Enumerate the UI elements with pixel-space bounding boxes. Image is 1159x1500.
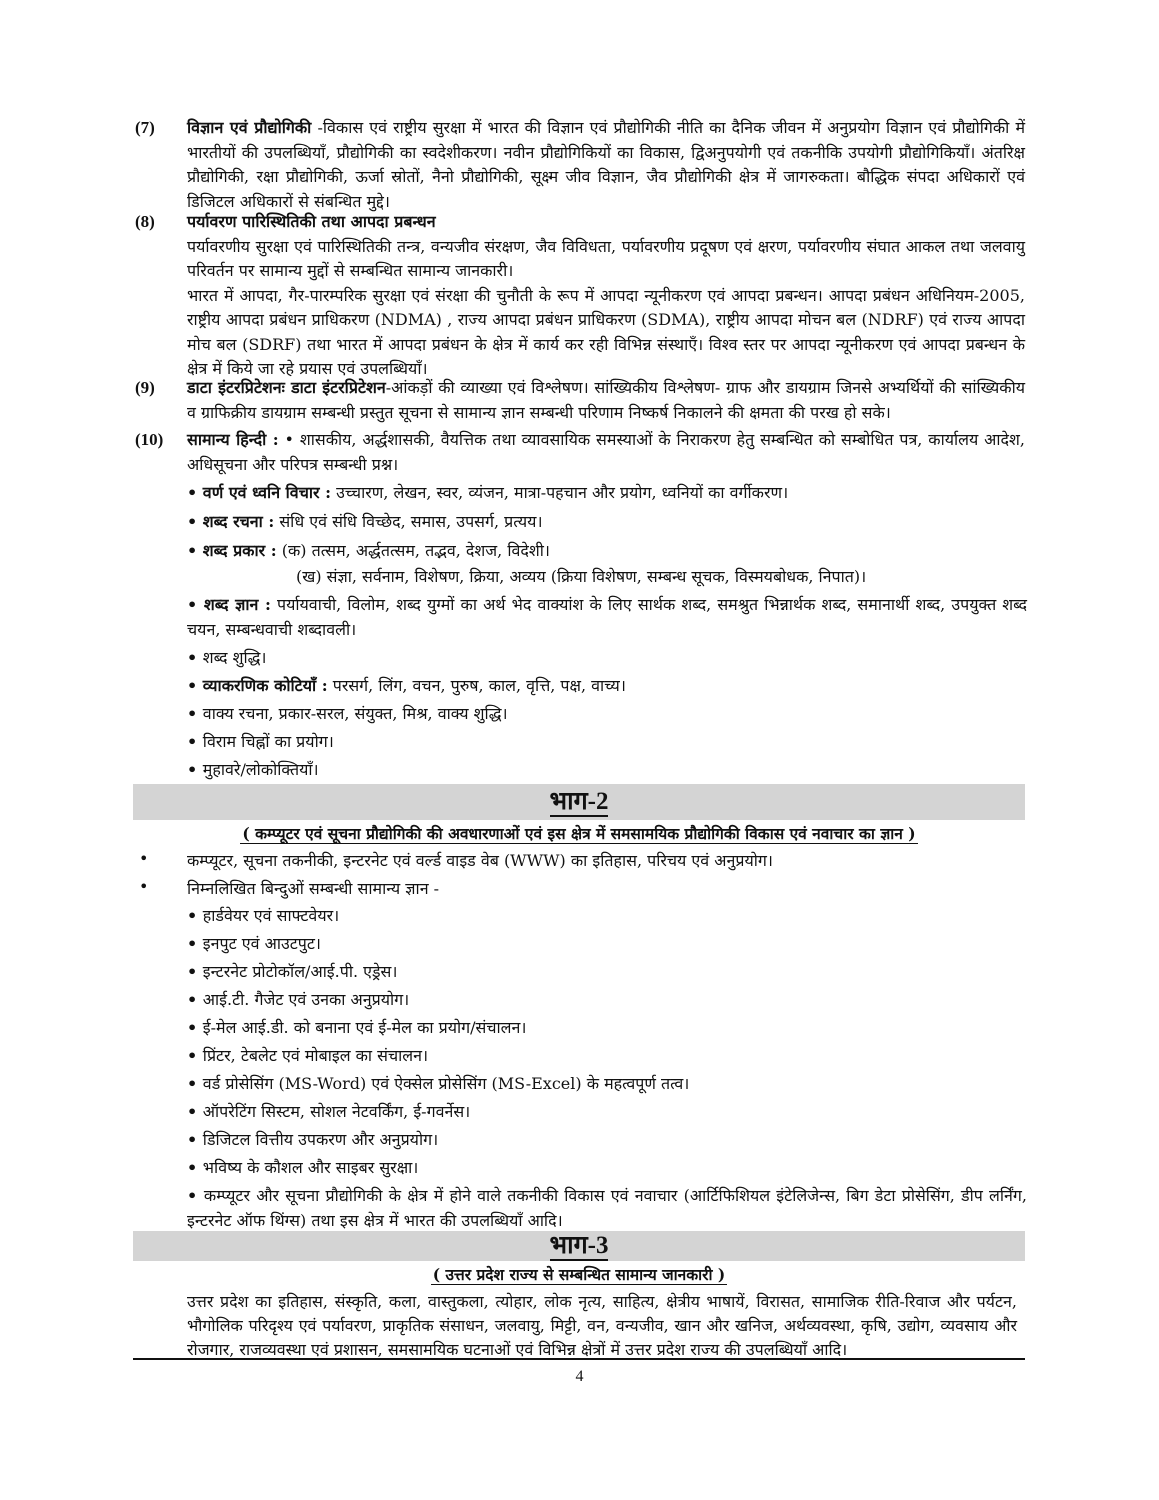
part-2-item-text: डिजिटल वित्तीय उपकरण और अनुप्रयोग। xyxy=(202,1130,439,1149)
section-10-heading: सामान्य हिन्दी : xyxy=(187,430,279,449)
section-8-para-1: पर्यावरणीय सुरक्षा एवं पारिस्थितिकी तन्त्र, वन्यजीव संरक्षण, जैव विविधता, पर्यावरणीय प्रदूषण एवं क्षरण, पर्यावरणीय संघात आकल तथा जलवायु परिवर्तन पर सामान्य मुद्दों से सम्बन्धित सामान्य जानकारी। xyxy=(187,236,1025,280)
hindi-bullet-prakar-text: (क) तत्सम, अर्द्धतत्सम, तद्भव, देशज, विदेशी। xyxy=(276,541,550,560)
hindi-bullet-vakya-text: वाक्य रचना, प्रकार-सरल, संयुक्त, मिश्र, वाक्य शुद्धि। xyxy=(202,704,508,723)
page-number: 4 xyxy=(575,1368,584,1385)
hindi-bullet-muhavare-text: मुहावरे/लोकोक्तियाँ। xyxy=(202,760,319,779)
part-2-item: • डिजिटल वित्तीय उपकरण और अनुप्रयोग। xyxy=(187,1130,439,1149)
section-8-heading: पर्यावरण पारिस्थितिकी तथा आपदा प्रबन्धन xyxy=(187,212,436,231)
hindi-bullet-shabd-gyan: • शब्द ज्ञान : पर्यायवाची, विलोम, शब्द युग्मों का अर्थ भेद वाक्यांश के लिए सार्थक शब्द, समश्रुत भिन्नार्थक शब्द, समानार्थी शब्द, उपयुक्त शब्द चयन, सम्बन्धवाची शब्दावली। xyxy=(187,595,1027,639)
hindi-bullet-shabd-prakar: • शब्द प्रकार : (क) तत्सम, अर्द्धतत्सम, तद्भव, देशज, विदेशी। xyxy=(187,541,550,560)
hindi-bullet-viram: • विराम चिह्नों का प्रयोग। xyxy=(187,732,334,751)
part-2-item-text: भविष्य के कौशल और साइबर सुरक्षा। xyxy=(202,1158,419,1177)
part-2-item-text: ई-मेल आई.डी. को बनाना एवं ई-मेल का प्रयोग/संचालन। xyxy=(202,1018,527,1037)
part-2-item: • इन्टरनेट प्रोटोकॉल/आई.पी. एड्रेस। xyxy=(187,962,398,981)
hindi-bullet-muhavare: • मुहावरे/लोकोक्तियाँ। xyxy=(187,760,319,779)
hindi-bullet-prakar-line2: (ख) संज्ञा, सर्वनाम, विशेषण, क्रिया, अव्यय (क्रिया विशेषण, सम्बन्ध सूचक, विस्मयबोधक, निपात)। xyxy=(296,567,867,586)
section-9-body xyxy=(187,376,1025,425)
hindi-bullet-vyakaranik-text: परसर्ग, लिंग, वचन, पुरुष, काल, वृत्ति, पक्ष, वाच्य। xyxy=(327,676,626,695)
part-2-item: • आई.टी. गैजेट एवं उनका अनुप्रयोग। xyxy=(187,990,410,1009)
part-2-item: • प्रिंटर, टेबलेट एवं मोबाइल का संचालन। xyxy=(187,1046,429,1065)
section-7-text: -विकास एवं राष्ट्रीय सुरक्षा में भारत की विज्ञान एवं प्रौद्योगिकी नीति का दैनिक जीवन में अनुप्रयोग विज्ञान एवं प्रौद्योगिकी में भारतीयों की उपलब्धियाँ, प्रौद्योगिकी का स्वदेशीकरण। नवीन प्रौद्योगिकियों का विकास, द्विअनुपयोगी एवं तकनीकि उपयोगी प्रौद्योगिकियाँ। अंतरिक्ष प्रौद्योगिकी, रक्षा प्रौद्योगिकी, ऊर्जा स्रोतों, नैनो प्रौद्योगिकी, सूक्ष्म जीव विज्ञान, जैव प्रौद्योगिकी क्षेत्र में जागरुकता। बौद्धिक संपदा अधिकारों एवं डिजिटल अधिकारों से संबन्धित मुद्दे। xyxy=(187,118,1026,211)
section-10-body xyxy=(187,428,1025,477)
part-2-outer-bullet-2: • xyxy=(139,877,149,896)
part-2-last-item-text: कम्प्यूटर और सूचना प्रौद्योगिकी के क्षेत्र में होने वाले तकनीकी विकास एवं नवाचार (आर्टिफिशियल इंटेलिजेन्स, बिग डेटा प्रोसेसिंग, डीप लर्निंग, इन्टरनेट ऑफ थिंग्स) तथा इस क्षेत्र में भारत की उपलब्धियाँ आदि। xyxy=(187,1186,1027,1230)
section-9-heading: डाटा इंटरप्रिटेशनः डाटा इंटरप्रिटेशन xyxy=(187,378,386,397)
part-3-title: भाग-3 xyxy=(549,1232,609,1259)
part-3-subtitle-wrap xyxy=(133,1263,1025,1285)
part-3-subtitle: ( उत्तर प्रदेश राज्य से सम्बन्धित सामान्य जानकारी ) xyxy=(432,1265,726,1284)
section-7-heading: विज्ञान एवं प्रौद्योगिकी xyxy=(187,118,312,137)
part-2-item-text: इनपुट एवं आउटपुट। xyxy=(202,934,322,953)
hindi-bullet-gyan-text: पर्यायवाची, विलोम, शब्द युग्मों का अर्थ भेद वाक्यांश के लिए सार्थक शब्द, समश्रुत भिन्नार्थक शब्द, समानार्थी शब्द, उपयुक्त शब्द चयन, सम्बन्धवाची शब्दावली। xyxy=(187,595,1027,639)
section-8-body xyxy=(187,210,1025,382)
hindi-bullet-rachna-text: संधि एवं संधि विच्छेद, समास, उपसर्ग, प्रत्यय। xyxy=(274,512,543,531)
section-10 xyxy=(135,428,1025,477)
footer-rule xyxy=(133,1358,1025,1360)
section-7-number: (7) xyxy=(135,118,155,137)
part-2-outer-text-2: निम्नलिखित बिन्दुओं सम्बन्धी सामान्य ज्ञान - xyxy=(187,879,440,898)
part-3-title-band xyxy=(133,1231,1025,1261)
hindi-bullet-rachna-head: शब्द रचना : xyxy=(202,512,275,531)
section-10-number: (10) xyxy=(135,430,164,449)
part-2-subtitle: ( कम्प्यूटर एवं सूचना प्रौद्योगिकी की अवधारणाओं एवं इस क्षेत्र में समसामयिक प्रौद्योगिकी विकास एवं नवाचार का ज्ञान ) xyxy=(242,824,916,843)
part-2-item-text: प्रिंटर, टेबलेट एवं मोबाइल का संचालन। xyxy=(202,1046,429,1065)
part-2-item-text: इन्टरनेट प्रोटोकॉल/आई.पी. एड्रेस। xyxy=(202,962,398,981)
hindi-bullet-prakar-head: शब्द प्रकार : xyxy=(202,541,277,560)
hindi-bullet-vyakaranik: • व्याकरणिक कोटियाँ : परसर्ग, लिंग, वचन, पुरुष, काल, वृत्ति, पक्ष, वाच्य। xyxy=(187,676,626,695)
part-2-item: • ऑपरेटिंग सिस्टम, सोशल नेटवर्किंग, ई-गवर्नेस। xyxy=(187,1102,471,1121)
part-2-last-item: • कम्प्यूटर और सूचना प्रौद्योगिकी के क्षेत्र में होने वाले तकनीकी विकास एवं नवाचार (आर्टिफिशियल इंटेलिजेन्स, बिग डेटा प्रोसेसिंग, डीप लर्निंग, इन्टरनेट ऑफ थिंग्स) तथा इस क्षेत्र में भारत की उपलब्धियाँ आदि। xyxy=(187,1186,1027,1230)
part-2-item: • इनपुट एवं आउटपुट। xyxy=(187,934,322,953)
part-2-subtitle-wrap xyxy=(133,822,1025,844)
part-2-outer-text-1: कम्प्यूटर, सूचना तकनीकी, इन्टरनेट एवं वर्ल्ड वाइड वेब (WWW) का इतिहास, परिचय एवं अनुप्रयोग। xyxy=(187,851,773,870)
hindi-bullet-vakya: • वाक्य रचना, प्रकार-सरल, संयुक्त, मिश्र, वाक्य शुद्धि। xyxy=(187,704,508,723)
hindi-bullet-gyan-head: शब्द ज्ञान : xyxy=(203,595,271,614)
part-3-body: उत्तर प्रदेश का इतिहास, संस्कृति, कला, वास्तुकला, त्योहार, लोक नृत्य, साहित्य, क्षेत्रीय भाषायें, विरासत, सामाजिक रीति-रिवाज और पर्यटन, भौगोलिक परिदृश्य एवं पर्यावरण, प्राकृतिक संसाधन, जलवायु, मिट्टी, वन, वन्यजीव, खान और खनिज, अर्थव्यवस्था, कृषि, उद्योग, व्यवसाय और रोजगार, राजव्यवस्था एवं प्रशासन, समसामयिक घटनाओं एवं विभिन्न क्षेत्रों में उत्तर प्रदेश राज्य की उपलब्धियाँ आदि। xyxy=(187,1292,1017,1359)
hindi-bullet-vyakaranik-head: व्याकरणिक कोटियाँ : xyxy=(202,676,328,695)
section-10-text: • शासकीय, अर्द्धशासकी, वैयत्तिक तथा व्यावसायिक समस्याओं के निराकरण हेतु सम्बन्धित को सम्बोधित पत्र, कार्यालय आदेश, अधिसूचना और परिपत्र सम्बन्धी प्रश्न। xyxy=(187,430,1025,474)
section-7 xyxy=(135,116,1025,214)
part-2-item: • भविष्य के कौशल और साइबर सुरक्षा। xyxy=(187,1158,419,1177)
hindi-bullet-varna-head: वर्ण एवं ध्वनि विचार : xyxy=(202,483,332,502)
hindi-bullet-shuddhi-text: शब्द शुद्धि। xyxy=(202,648,267,667)
section-8 xyxy=(135,210,1025,382)
hindi-bullet-shabd-rachna: • शब्द रचना : संधि एवं संधि विच्छेद, समास, उपसर्ग, प्रत्यय। xyxy=(187,512,543,531)
section-7-body xyxy=(187,116,1025,214)
hindi-bullet-shuddhi: • शब्द शुद्धि। xyxy=(187,648,267,667)
part-2-item-text: ऑपरेटिंग सिस्टम, सोशल नेटवर्किंग, ई-गवर्नेस। xyxy=(202,1102,471,1121)
part-2-item: • वर्ड प्रोसेसिंग (MS-Word) एवं ऐक्सेल प्रोसेसिंग (MS-Excel) के महत्वपूर्ण तत्व। xyxy=(187,1074,690,1093)
hindi-bullet-varna-text: उच्चारण, लेखन, स्वर, व्यंजन, मात्रा-पहचान और प्रयोग, ध्वनियों का वर्गीकरण। xyxy=(331,483,789,502)
part-2-outer-bullet-1: • xyxy=(139,849,149,868)
part-2-item-text: आई.टी. गैजेट एवं उनका अनुप्रयोग। xyxy=(202,990,410,1009)
part-2-item: • हार्डवेयर एवं साफ्टवेयर। xyxy=(187,906,340,925)
part-2-item: • ई-मेल आई.डी. को बनाना एवं ई-मेल का प्रयोग/संचालन। xyxy=(187,1018,527,1037)
section-8-para-2: भारत में आपदा, गैर-पारम्परिक सुरक्षा एवं संरक्षा की चुनौती के रूप में आपदा न्यूनीकरण एवं आपदा प्रबन्धन। आपदा प्रबंधन अधिनियम-2005, राष्ट्रीय आपदा प्रबंधन प्राधिकरण (NDMA) , राज्य आपदा प्रबंधन प्राधिकरण (SDMA), राष्ट्रीय आपदा मोचन बल (NDRF) एवं राज्य आपदा मोच बल (SDRF) तथा भारत में आपदा प्रबंधन के क्षेत्र में कार्य कर रही विभिन्न संस्थाएँ। विश्व स्तर पर आपदा न्यूनीकरण एवं आपदा प्रबन्धन के क्षेत्र में किये जा रहे प्रयास एवं उपलब्धियाँ। xyxy=(187,285,1025,378)
part-2-item-text: हार्डवेयर एवं साफ्टवेयर। xyxy=(202,906,340,925)
section-9-text: -आंकड़ों की व्याख्या एवं विश्लेषण। सांख्यिकीय विश्लेषण- ग्राफ और डायग्राम जिनसे अभ्यर्थियों की सांख्यिकीय व ग्राफिक्रीय डायग्राम सम्बन्धी प्रस्तुत सूचना से सामान्य ज्ञान सम्बन्धी परिणाम निष्कर्ष निकालने की क्षमता की परख हो सके। xyxy=(187,378,1025,422)
section-9 xyxy=(135,376,1025,425)
part-2-title-band xyxy=(133,784,1025,820)
section-8-number: (8) xyxy=(135,212,155,231)
section-9-number: (9) xyxy=(135,378,155,397)
hindi-bullet-varna: • वर्ण एवं ध्वनि विचार : उच्चारण, लेखन, स्वर, व्यंजन, मात्रा-पहचान और प्रयोग, ध्वनियों का वर्गीकरण। xyxy=(187,483,789,502)
part-2-item-text: वर्ड प्रोसेसिंग (MS-Word) एवं ऐक्सेल प्रोसेसिंग (MS-Excel) के महत्वपूर्ण तत्व। xyxy=(202,1074,690,1093)
part-2-title: भाग-2 xyxy=(549,788,609,815)
hindi-bullet-viram-text: विराम चिह्नों का प्रयोग। xyxy=(202,732,334,751)
